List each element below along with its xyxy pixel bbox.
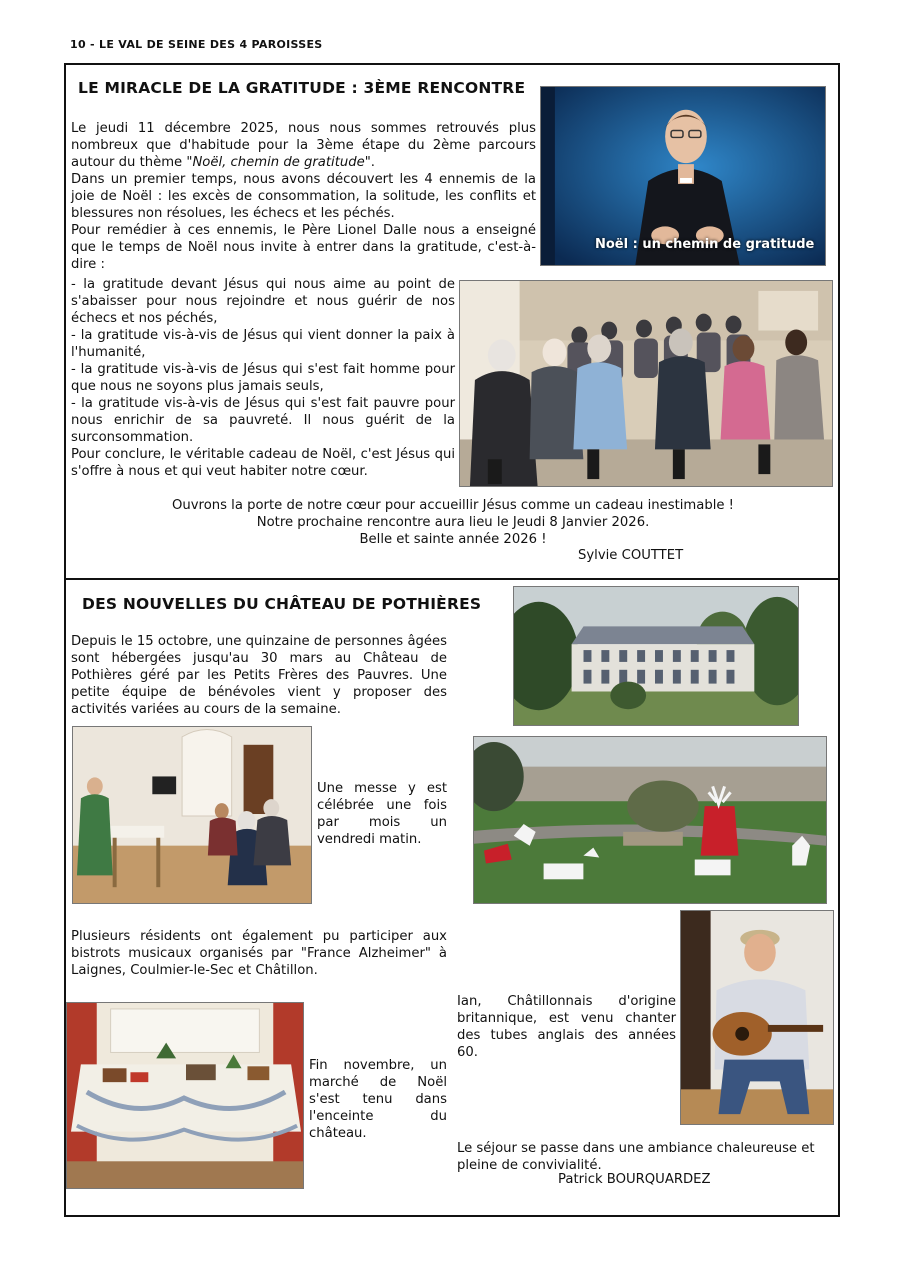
para-remedy: Pour remédier à ces ennemis, le Père Lionel Dalle nous a enseigné que le temps de Noël nous invite à entrer dans la gratitude, c'est-à-dire : <box>71 223 536 272</box>
conclusion-text: Pour conclure, le véritable cadeau de Noël, c'est Jésus qui s'offre à nous et qui veut habiter notre cœur. <box>71 447 455 479</box>
theme-text: "Noël, chemin de gratitude" <box>186 155 371 170</box>
intro-text: Le jeudi 11 décembre 2025, nous nous sommes retrouvés plus nombreux que d'habitude pour la 3ème étape du 2ème parcours autour du thème <box>71 121 536 170</box>
article-body-gratitude: Le jeudi 11 décembre 2025, nous nous sommes retrouvés plus nombreux que d'habitude pour la 3ème étape du 2ème parcours autour du thème "Noël, chemin de gratitude". Dans un premier temps, nous avons découvert les 4 ennemis de la joie de Noël : les excès de consommation, la solitude, les conflits et blessures non résolues, les échecs et les péchés. Pour remédier à ces ennemis, le Père Lionel Dalle nous a enseigné que le temps de Noël nous invite à entrer dans la gratitude, c'est-à-dire : <box>71 121 536 272</box>
intro-pothieres: Depuis le 15 octobre, une quinzaine de personnes âgées sont hébergées jusqu'au 30 mars au Château de Pothières géré par les Petits Frères des Pauvres. Une petite équipe de bénévoles vient y proposer des activités variées au cours de la semaine. <box>71 634 447 717</box>
photo-priest-screen <box>540 86 826 266</box>
screen-caption: Noël : un chemin de gratitude <box>595 237 815 252</box>
photo-audience <box>459 280 833 487</box>
closing-line: Ouvrons la porte de notre cœur pour accueillir Jésus comme un cadeau inestimable ! <box>172 498 734 513</box>
author-couttet: Sylvie COUTTET <box>578 548 684 563</box>
author-bourquardez: Patrick BOURQUARDEZ <box>558 1172 711 1187</box>
list-item: - la gratitude vis-à-vis de Jésus qui s'est fait homme pour que nous ne soyons plus jamais seuls, <box>71 362 455 394</box>
list-item: - la gratitude vis-à-vis de Jésus qui vient donner la paix à l'humanité, <box>71 328 455 360</box>
list-item: - la gratitude vis-à-vis de Jésus qui s'est fait pauvre pour nous enrichir de sa pauvreté. Il nous guérit de la surconsommation. <box>71 396 455 445</box>
photo-mass <box>72 726 312 904</box>
photo-ian-guitar <box>680 910 834 1125</box>
article-title-gratitude: LE MIRACLE DE LA GRATITUDE : 3ÈME RENCONTRE <box>78 79 526 97</box>
photo-garden-reindeer <box>473 736 827 904</box>
article-title-pothieres: DES NOUVELLES DU CHÂTEAU DE POTHIÈRES <box>82 595 482 613</box>
closing-pothieres: Le séjour se passe dans une ambiance chaleureuse et pleine de convivialité. <box>457 1141 815 1173</box>
gratitude-list <box>71 276 455 480</box>
photo-christmas-market <box>66 1002 304 1189</box>
closing-line: Notre prochaine rencontre aura lieu le Jeudi 8 Janvier 2026. <box>256 515 650 530</box>
closing-line: Belle et sainte année 2026 ! <box>359 532 547 547</box>
photo-chateau <box>513 586 799 726</box>
ian-text: Ian, Châtillonnais d'origine britannique, est venu chanter des tubes anglais des années 60. <box>457 994 676 1060</box>
closing-lines <box>100 497 806 548</box>
mass-caption: Une messe y est célébrée une fois par mois un vendredi matin. <box>317 781 447 847</box>
list-item: - la gratitude devant Jésus qui nous aime au point de s'abaisser pour nous rejoindre et nous guérir de nos échecs et nos péchés, <box>71 277 455 326</box>
running-header: 10 - LE VAL DE SEINE DES 4 PAROISSES <box>70 38 323 51</box>
para-enemies: Dans un premier temps, nous avons découvert les 4 ennemis de la joie de Noël : les excès de consommation, la solitude, les conflits et blessures non résolues, les échecs et les péchés. <box>71 172 536 221</box>
bistro-text: Plusieurs résidents ont également pu participer aux bistrots musicaux organisés par "France Alzheimer" à Laignes, Coulmier-le-Sec et Châtillon. <box>71 929 447 978</box>
market-caption: Fin novembre, un marché de Noël s'est tenu dans l'enceinte du château. <box>309 1058 447 1141</box>
